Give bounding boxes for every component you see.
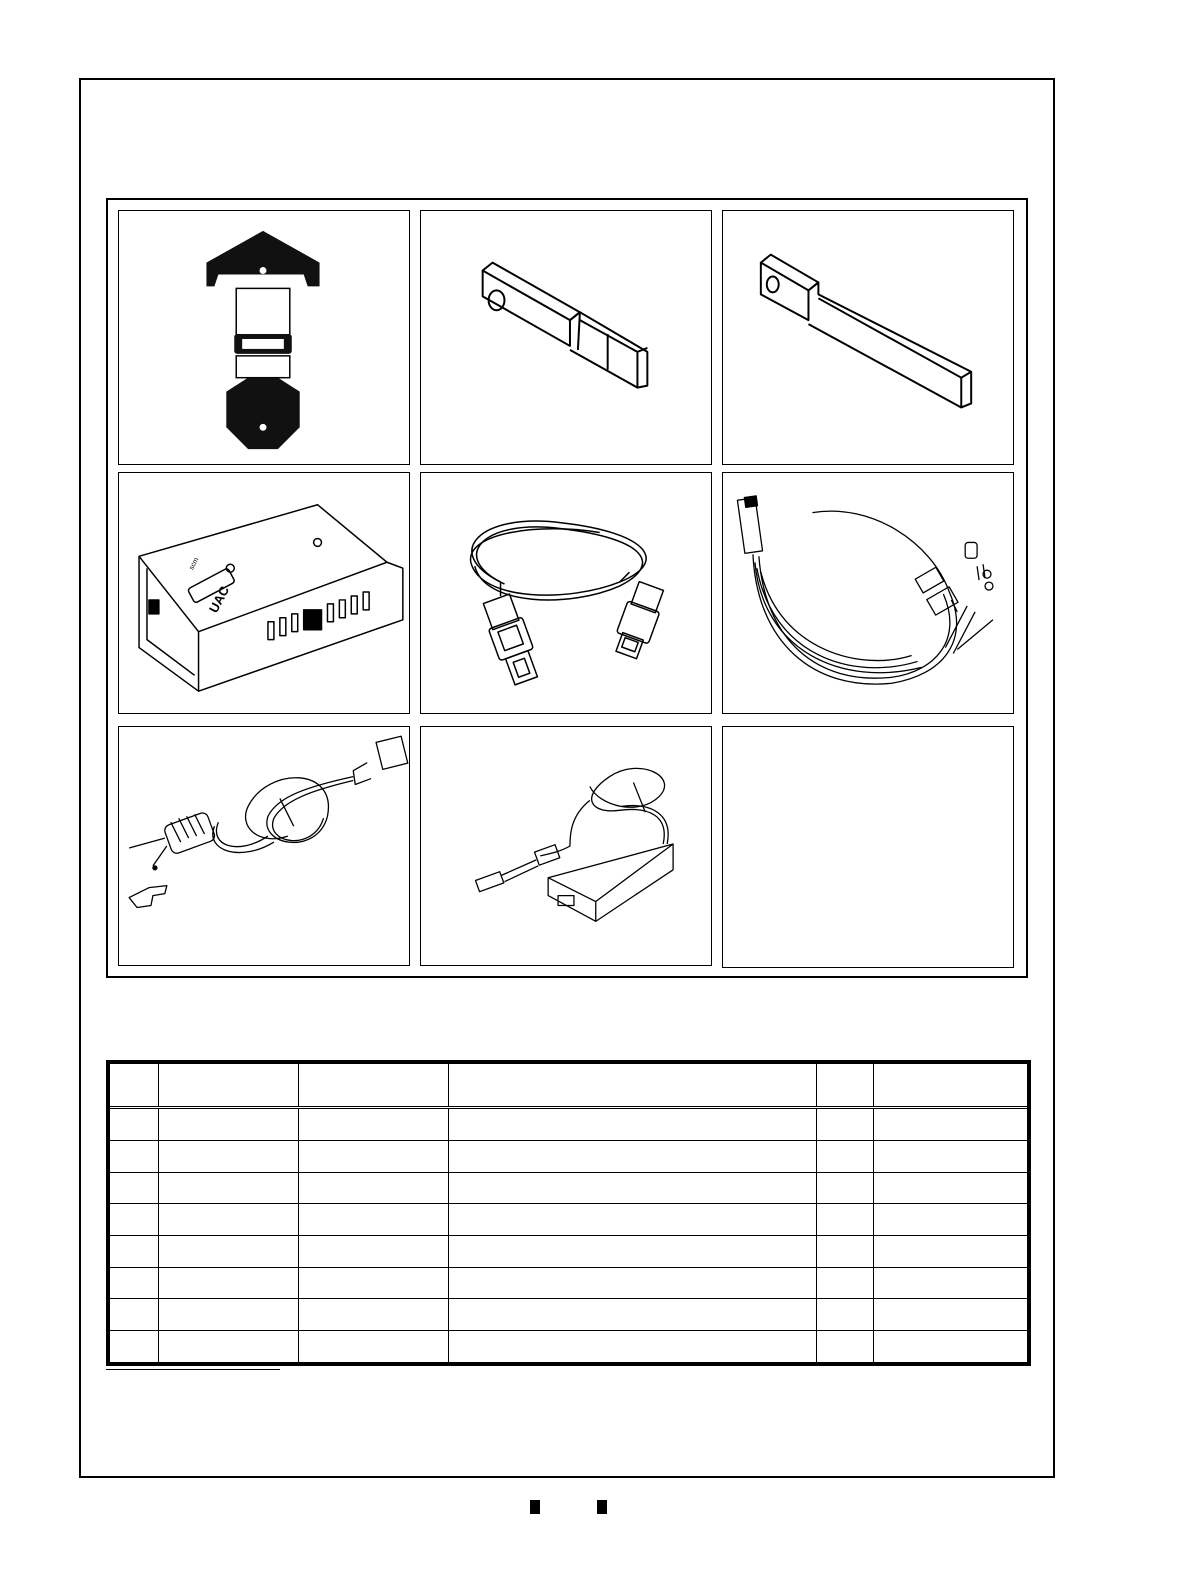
table-cell — [298, 1108, 448, 1141]
table-cell — [873, 1204, 1029, 1236]
table-cell — [448, 1140, 816, 1172]
svg-text:UAC: UAC — [205, 583, 233, 616]
table-row — [108, 1299, 1029, 1331]
table-row — [108, 1331, 1029, 1364]
table-header-row — [108, 1062, 1029, 1108]
col-header — [448, 1062, 816, 1108]
table-cell — [448, 1267, 816, 1299]
table-cell — [873, 1108, 1029, 1141]
table-cell — [298, 1235, 448, 1267]
table-cell — [448, 1235, 816, 1267]
table-cell — [873, 1299, 1029, 1331]
table-cell — [108, 1235, 158, 1267]
parts-table — [106, 1060, 1031, 1366]
table-cell — [448, 1108, 816, 1141]
table-cell — [158, 1299, 298, 1331]
table-row — [108, 1172, 1029, 1204]
footnote-rule — [106, 1369, 280, 1370]
table-cell — [108, 1172, 158, 1204]
table-cell — [448, 1299, 816, 1331]
empty-illustration-cell — [722, 726, 1014, 968]
table-cell — [158, 1172, 298, 1204]
power-cord-icon — [118, 726, 410, 966]
table-row — [108, 1267, 1029, 1299]
page-mark-left — [530, 1500, 540, 1514]
table-cell — [108, 1267, 158, 1299]
col-header — [873, 1062, 1029, 1108]
table-cell — [816, 1140, 873, 1172]
table-cell — [298, 1172, 448, 1204]
table-cell — [158, 1204, 298, 1236]
col-header — [816, 1062, 873, 1108]
table-row — [108, 1108, 1029, 1141]
wiring-harness-icon — [722, 472, 1014, 714]
uac-control-box-icon — [118, 472, 410, 714]
table-cell — [873, 1172, 1029, 1204]
power-adapter-icon — [420, 726, 712, 966]
table-cell — [873, 1140, 1029, 1172]
table-cell — [158, 1140, 298, 1172]
table-cell — [108, 1331, 158, 1364]
table-cell — [873, 1331, 1029, 1364]
short-key-icon — [420, 210, 712, 465]
illustration-grid — [106, 198, 1028, 978]
table-cell — [108, 1108, 158, 1141]
table-cell — [108, 1204, 158, 1236]
table-cell — [158, 1331, 298, 1364]
table-cell — [158, 1108, 298, 1141]
table-cell — [448, 1331, 816, 1364]
table-cell — [108, 1299, 158, 1331]
table-cell — [298, 1140, 448, 1172]
table-cell — [816, 1267, 873, 1299]
table-cell — [873, 1235, 1029, 1267]
long-key-icon — [722, 210, 1014, 465]
table-cell — [158, 1235, 298, 1267]
table-cell — [298, 1204, 448, 1236]
table-cell — [816, 1108, 873, 1141]
table-cell — [816, 1299, 873, 1331]
table-row — [108, 1235, 1029, 1267]
table-cell — [873, 1267, 1029, 1299]
table-row — [108, 1204, 1029, 1236]
table-cell — [816, 1235, 873, 1267]
table-cell — [298, 1267, 448, 1299]
calibration-tool-icon — [118, 210, 410, 465]
col-header — [108, 1062, 158, 1108]
table-cell — [448, 1204, 816, 1236]
table-cell — [298, 1299, 448, 1331]
usb-cable-icon — [420, 472, 712, 714]
table-cell — [816, 1204, 873, 1236]
table-cell — [448, 1172, 816, 1204]
col-header — [158, 1062, 298, 1108]
col-header — [298, 1062, 448, 1108]
table-cell — [108, 1140, 158, 1172]
table-cell — [816, 1172, 873, 1204]
table-row — [108, 1140, 1029, 1172]
page-mark-right — [597, 1500, 607, 1514]
table-cell — [298, 1331, 448, 1364]
table-cell — [816, 1331, 873, 1364]
table-cell — [158, 1267, 298, 1299]
svg-text:scm: scm — [188, 556, 201, 572]
